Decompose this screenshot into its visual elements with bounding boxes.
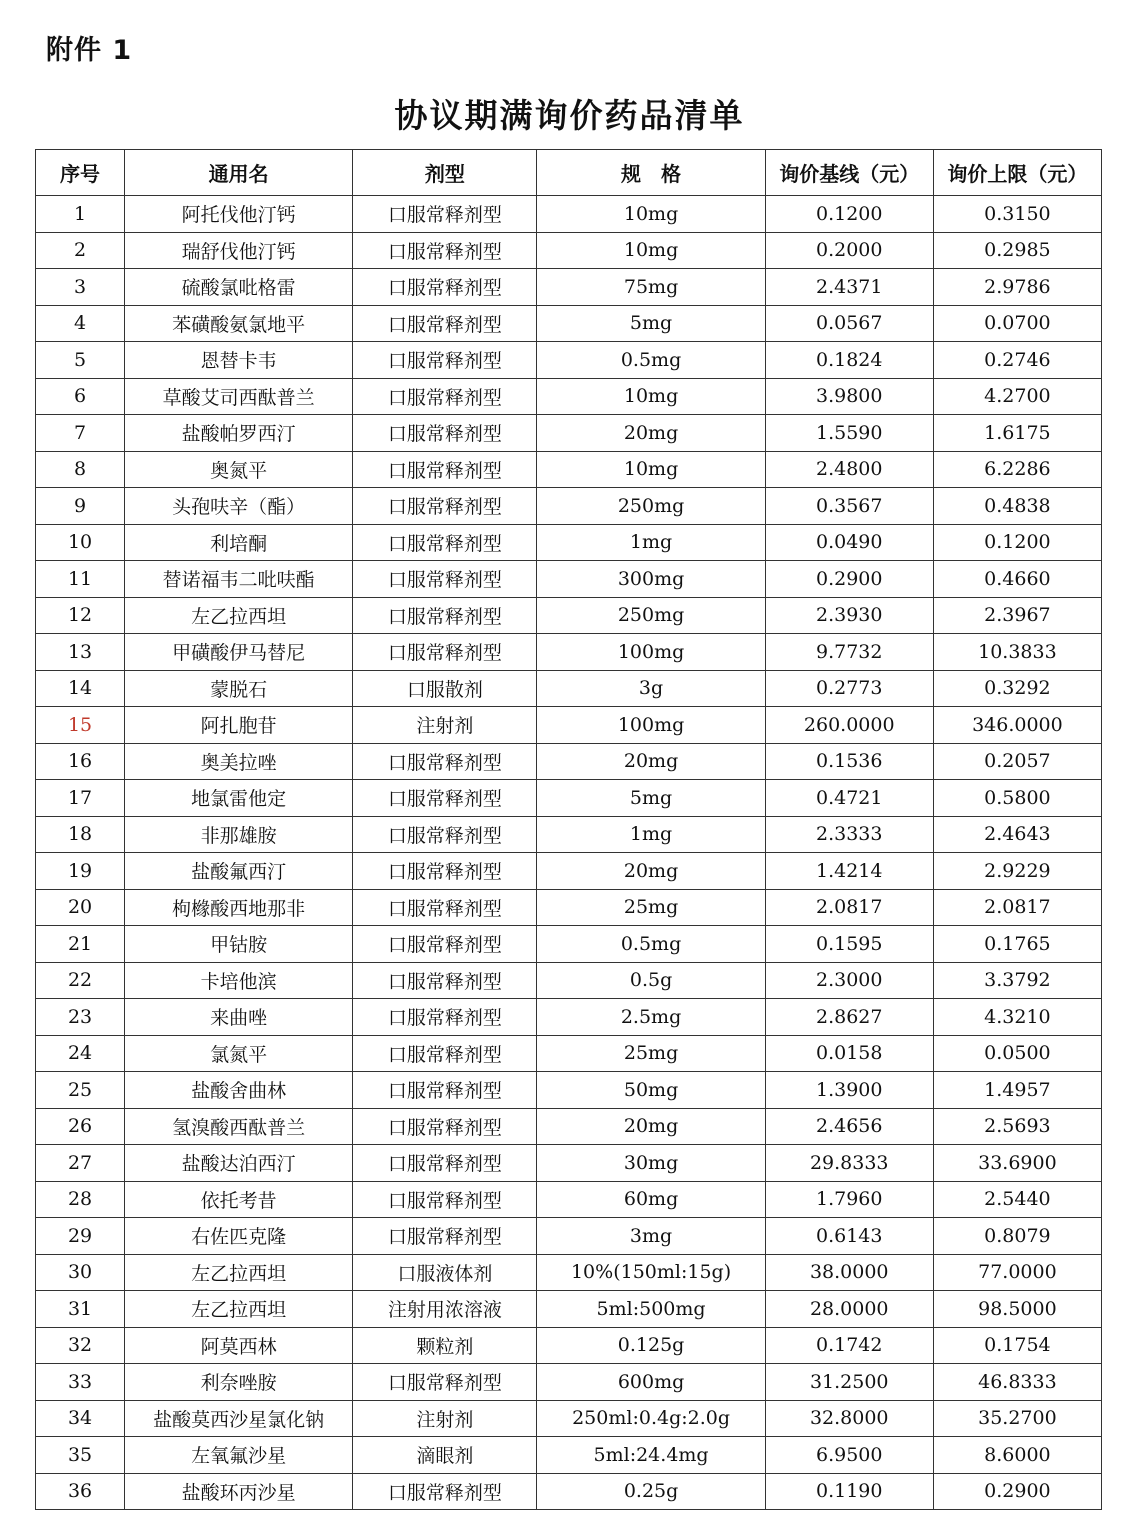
- cell-no: 4: [36, 305, 125, 342]
- cell-form: 注射用浓溶液: [353, 1291, 537, 1328]
- cell-spec: 10mg: [537, 451, 765, 488]
- cell-base-price: 31.2500: [765, 1364, 933, 1401]
- cell-spec: 25mg: [537, 889, 765, 926]
- table-row: [36, 962, 1102, 999]
- cell-limit-price: 0.2900: [933, 1473, 1101, 1510]
- cell-name: 盐酸氟西汀: [125, 853, 353, 890]
- cell-form: 口服常释剂型: [353, 415, 537, 452]
- cell-form: 口服散剂: [353, 670, 537, 707]
- cell-name: 奥氮平: [125, 451, 353, 488]
- cell-form: 口服常释剂型: [353, 853, 537, 890]
- cell-no: 13: [36, 634, 125, 671]
- cell-form: 颗粒剂: [353, 1327, 537, 1364]
- cell-no: 29: [36, 1218, 125, 1255]
- cell-form: 口服常释剂型: [353, 1218, 537, 1255]
- cell-no: 24: [36, 1035, 125, 1072]
- cell-form: 口服常释剂型: [353, 1181, 537, 1218]
- cell-spec: 250ml:0.4g:2.0g: [537, 1400, 765, 1437]
- cell-form: 口服常释剂型: [353, 524, 537, 561]
- cell-limit-price: 98.5000: [933, 1291, 1101, 1328]
- cell-limit-price: 2.4643: [933, 816, 1101, 853]
- cell-limit-price: 0.4838: [933, 488, 1101, 525]
- cell-name: 恩替卡韦: [125, 342, 353, 379]
- cell-name: 氢溴酸西酞普兰: [125, 1108, 353, 1145]
- cell-name: 阿托伐他汀钙: [125, 196, 353, 233]
- cell-spec: 250mg: [537, 488, 765, 525]
- cell-form: 口服常释剂型: [353, 451, 537, 488]
- cell-name: 右佐匹克隆: [125, 1218, 353, 1255]
- cell-spec: 10mg: [537, 232, 765, 269]
- cell-no: 36: [36, 1473, 125, 1510]
- cell-limit-price: 0.2057: [933, 743, 1101, 780]
- cell-limit-price: 0.2746: [933, 342, 1101, 379]
- header-spec: 规 格: [537, 150, 765, 196]
- cell-limit-price: 2.9786: [933, 269, 1101, 306]
- cell-name: 盐酸达泊西汀: [125, 1145, 353, 1182]
- cell-name: 草酸艾司西酞普兰: [125, 378, 353, 415]
- cell-name: 奥美拉唑: [125, 743, 353, 780]
- cell-name: 来曲唑: [125, 999, 353, 1036]
- cell-limit-price: 0.0700: [933, 305, 1101, 342]
- cell-limit-price: 0.1200: [933, 524, 1101, 561]
- cell-base-price: 0.1742: [765, 1327, 933, 1364]
- table-row: [36, 707, 1102, 744]
- header-limit-price: 询价上限（元）: [933, 150, 1101, 196]
- cell-no: 22: [36, 962, 125, 999]
- cell-limit-price: 0.0500: [933, 1035, 1101, 1072]
- cell-no: 8: [36, 451, 125, 488]
- cell-name: 盐酸舍曲林: [125, 1072, 353, 1109]
- cell-form: 口服常释剂型: [353, 269, 537, 306]
- cell-name: 左乙拉西坦: [125, 597, 353, 634]
- cell-limit-price: 1.6175: [933, 415, 1101, 452]
- cell-limit-price: 10.3833: [933, 634, 1101, 671]
- cell-name: 甲磺酸伊马替尼: [125, 634, 353, 671]
- table-row: [36, 1364, 1102, 1401]
- table-row: [36, 1400, 1102, 1437]
- table-row: [36, 999, 1102, 1036]
- cell-limit-price: 2.0817: [933, 889, 1101, 926]
- cell-name: 蒙脱石: [125, 670, 353, 707]
- table-row: [36, 342, 1102, 379]
- cell-name: 头孢呋辛（酯）: [125, 488, 353, 525]
- cell-spec: 25mg: [537, 1035, 765, 1072]
- cell-base-price: 0.1824: [765, 342, 933, 379]
- cell-name: 左乙拉西坦: [125, 1254, 353, 1291]
- table-row: [36, 1291, 1102, 1328]
- cell-spec: 20mg: [537, 1108, 765, 1145]
- cell-form: 口服常释剂型: [353, 1072, 537, 1109]
- cell-form: 口服常释剂型: [353, 999, 537, 1036]
- cell-base-price: 32.8000: [765, 1400, 933, 1437]
- cell-no: 23: [36, 999, 125, 1036]
- cell-form: 口服常释剂型: [353, 1364, 537, 1401]
- cell-spec: 600mg: [537, 1364, 765, 1401]
- cell-limit-price: 0.1765: [933, 926, 1101, 963]
- cell-spec: 30mg: [537, 1145, 765, 1182]
- cell-base-price: 2.0817: [765, 889, 933, 926]
- cell-spec: 1mg: [537, 524, 765, 561]
- cell-form: 口服液体剂: [353, 1254, 537, 1291]
- cell-base-price: 0.4721: [765, 780, 933, 817]
- cell-form: 口服常释剂型: [353, 196, 537, 233]
- table-row: [36, 1473, 1102, 1510]
- cell-base-price: 0.1200: [765, 196, 933, 233]
- cell-spec: 3mg: [537, 1218, 765, 1255]
- table-row: [36, 597, 1102, 634]
- cell-form: 口服常释剂型: [353, 342, 537, 379]
- cell-no: 21: [36, 926, 125, 963]
- cell-spec: 0.125g: [537, 1327, 765, 1364]
- cell-base-price: 2.4800: [765, 451, 933, 488]
- cell-base-price: 0.3567: [765, 488, 933, 525]
- cell-base-price: 0.2900: [765, 561, 933, 598]
- cell-limit-price: 4.2700: [933, 378, 1101, 415]
- cell-name: 左乙拉西坦: [125, 1291, 353, 1328]
- attachment-label: 附件 1: [46, 35, 133, 66]
- cell-form: 口服常释剂型: [353, 926, 537, 963]
- cell-base-price: 0.0158: [765, 1035, 933, 1072]
- cell-form: 口服常释剂型: [353, 378, 537, 415]
- table-row: [36, 1035, 1102, 1072]
- cell-spec: 20mg: [537, 743, 765, 780]
- cell-base-price: 3.9800: [765, 378, 933, 415]
- table-row: [36, 634, 1102, 671]
- cell-name: 替诺福韦二吡呋酯: [125, 561, 353, 598]
- cell-form: 滴眼剂: [353, 1437, 537, 1474]
- cell-form: 口服常释剂型: [353, 962, 537, 999]
- cell-spec: 5ml:24.4mg: [537, 1437, 765, 1474]
- table-row: [36, 1145, 1102, 1182]
- cell-spec: 5mg: [537, 305, 765, 342]
- cell-no: 18: [36, 816, 125, 853]
- cell-name: 瑞舒伐他汀钙: [125, 232, 353, 269]
- cell-no: 9: [36, 488, 125, 525]
- cell-no: 3: [36, 269, 125, 306]
- cell-no: 1: [36, 196, 125, 233]
- cell-base-price: 2.4656: [765, 1108, 933, 1145]
- cell-form: 口服常释剂型: [353, 561, 537, 598]
- cell-limit-price: 33.6900: [933, 1145, 1101, 1182]
- cell-limit-price: 0.2985: [933, 232, 1101, 269]
- cell-name: 氯氮平: [125, 1035, 353, 1072]
- table-row: [36, 561, 1102, 598]
- cell-base-price: 0.0490: [765, 524, 933, 561]
- cell-base-price: 2.8627: [765, 999, 933, 1036]
- cell-limit-price: 2.9229: [933, 853, 1101, 890]
- cell-limit-price: 46.8333: [933, 1364, 1101, 1401]
- table-row: [36, 1218, 1102, 1255]
- cell-spec: 50mg: [537, 1072, 765, 1109]
- cell-form: 口服常释剂型: [353, 1035, 537, 1072]
- cell-spec: 300mg: [537, 561, 765, 598]
- cell-no: 7: [36, 415, 125, 452]
- cell-name: 盐酸环丙沙星: [125, 1473, 353, 1510]
- table-row: [36, 816, 1102, 853]
- cell-base-price: 260.0000: [765, 707, 933, 744]
- cell-no: 6: [36, 378, 125, 415]
- cell-name: 地氯雷他定: [125, 780, 353, 817]
- cell-spec: 100mg: [537, 707, 765, 744]
- cell-base-price: 2.4371: [765, 269, 933, 306]
- cell-base-price: 38.0000: [765, 1254, 933, 1291]
- cell-no: 19: [36, 853, 125, 890]
- cell-limit-price: 8.6000: [933, 1437, 1101, 1474]
- cell-no: 26: [36, 1108, 125, 1145]
- table-row: [36, 1437, 1102, 1474]
- table-row: [36, 451, 1102, 488]
- cell-name: 硫酸氯吡格雷: [125, 269, 353, 306]
- cell-no: 11: [36, 561, 125, 598]
- table-row: [36, 232, 1102, 269]
- table-row: [36, 926, 1102, 963]
- cell-limit-price: 1.4957: [933, 1072, 1101, 1109]
- table-row: [36, 853, 1102, 890]
- table-row: [36, 743, 1102, 780]
- cell-base-price: 1.3900: [765, 1072, 933, 1109]
- cell-spec: 0.5g: [537, 962, 765, 999]
- cell-spec: 5mg: [537, 780, 765, 817]
- cell-name: 甲钴胺: [125, 926, 353, 963]
- cell-limit-price: 2.3967: [933, 597, 1101, 634]
- cell-limit-price: 77.0000: [933, 1254, 1101, 1291]
- cell-base-price: 9.7732: [765, 634, 933, 671]
- cell-form: 口服常释剂型: [353, 1145, 537, 1182]
- cell-limit-price: 0.1754: [933, 1327, 1101, 1364]
- table-row: [36, 670, 1102, 707]
- cell-name: 利培酮: [125, 524, 353, 561]
- cell-name: 枸橼酸西地那非: [125, 889, 353, 926]
- cell-name: 盐酸帕罗西汀: [125, 415, 353, 452]
- cell-base-price: 2.3930: [765, 597, 933, 634]
- header-base-price: 询价基线（元）: [765, 150, 933, 196]
- cell-no: 2: [36, 232, 125, 269]
- cell-spec: 1mg: [537, 816, 765, 853]
- header-name: 通用名: [125, 150, 353, 196]
- cell-no: 30: [36, 1254, 125, 1291]
- cell-base-price: 1.4214: [765, 853, 933, 890]
- cell-spec: 60mg: [537, 1181, 765, 1218]
- table-row: [36, 305, 1102, 342]
- cell-spec: 100mg: [537, 634, 765, 671]
- cell-spec: 10mg: [537, 196, 765, 233]
- table-row: [36, 378, 1102, 415]
- cell-name: 苯磺酸氨氯地平: [125, 305, 353, 342]
- cell-no: 32: [36, 1327, 125, 1364]
- cell-base-price: 0.1190: [765, 1473, 933, 1510]
- table-row: [36, 415, 1102, 452]
- table-header-row: [36, 150, 1102, 196]
- page-title: 协议期满询价药品清单: [394, 96, 745, 135]
- cell-base-price: 28.0000: [765, 1291, 933, 1328]
- table-row: [36, 1181, 1102, 1218]
- cell-no: 27: [36, 1145, 125, 1182]
- cell-base-price: 0.2000: [765, 232, 933, 269]
- cell-form: 口服常释剂型: [353, 232, 537, 269]
- cell-spec: 10mg: [537, 378, 765, 415]
- cell-spec: 250mg: [537, 597, 765, 634]
- table-row: [36, 196, 1102, 233]
- cell-form: 口服常释剂型: [353, 889, 537, 926]
- cell-name: 卡培他滨: [125, 962, 353, 999]
- cell-base-price: 0.1536: [765, 743, 933, 780]
- cell-limit-price: 0.3292: [933, 670, 1101, 707]
- cell-no: 25: [36, 1072, 125, 1109]
- cell-spec: 20mg: [537, 415, 765, 452]
- header-form: 剂型: [353, 150, 537, 196]
- cell-limit-price: 3.3792: [933, 962, 1101, 999]
- cell-name: 左氧氟沙星: [125, 1437, 353, 1474]
- cell-form: 口服常释剂型: [353, 780, 537, 817]
- cell-no: 5: [36, 342, 125, 379]
- cell-base-price: 1.7960: [765, 1181, 933, 1218]
- cell-name: 阿扎胞苷: [125, 707, 353, 744]
- cell-spec: 2.5mg: [537, 999, 765, 1036]
- table-row: [36, 780, 1102, 817]
- cell-spec: 75mg: [537, 269, 765, 306]
- cell-no: 15: [36, 707, 125, 744]
- cell-limit-price: 346.0000: [933, 707, 1101, 744]
- cell-limit-price: 2.5440: [933, 1181, 1101, 1218]
- cell-name: 依托考昔: [125, 1181, 353, 1218]
- cell-base-price: 0.0567: [765, 305, 933, 342]
- cell-no: 14: [36, 670, 125, 707]
- cell-spec: 5ml:500mg: [537, 1291, 765, 1328]
- cell-base-price: 0.1595: [765, 926, 933, 963]
- cell-no: 28: [36, 1181, 125, 1218]
- cell-limit-price: 0.5800: [933, 780, 1101, 817]
- cell-no: 35: [36, 1437, 125, 1474]
- table-row: [36, 1254, 1102, 1291]
- cell-base-price: 2.3000: [765, 962, 933, 999]
- table-row: [36, 269, 1102, 306]
- cell-limit-price: 6.2286: [933, 451, 1101, 488]
- cell-no: 33: [36, 1364, 125, 1401]
- cell-limit-price: 4.3210: [933, 999, 1101, 1036]
- cell-form: 口服常释剂型: [353, 816, 537, 853]
- cell-limit-price: 0.8079: [933, 1218, 1101, 1255]
- cell-name: 利奈唑胺: [125, 1364, 353, 1401]
- table-row: [36, 1327, 1102, 1364]
- cell-no: 20: [36, 889, 125, 926]
- cell-limit-price: 0.3150: [933, 196, 1101, 233]
- cell-form: 口服常释剂型: [353, 597, 537, 634]
- table-row: [36, 488, 1102, 525]
- cell-no: 12: [36, 597, 125, 634]
- cell-base-price: 1.5590: [765, 415, 933, 452]
- cell-limit-price: 0.4660: [933, 561, 1101, 598]
- cell-form: 口服常释剂型: [353, 743, 537, 780]
- cell-form: 注射剂: [353, 1400, 537, 1437]
- cell-spec: 10%(150ml:15g): [537, 1254, 765, 1291]
- cell-form: 口服常释剂型: [353, 488, 537, 525]
- cell-spec: 0.25g: [537, 1473, 765, 1510]
- cell-spec: 20mg: [537, 853, 765, 890]
- cell-form: 注射剂: [353, 707, 537, 744]
- cell-form: 口服常释剂型: [353, 305, 537, 342]
- table-row: [36, 1108, 1102, 1145]
- cell-no: 17: [36, 780, 125, 817]
- cell-limit-price: 35.2700: [933, 1400, 1101, 1437]
- cell-form: 口服常释剂型: [353, 634, 537, 671]
- cell-form: 口服常释剂型: [353, 1473, 537, 1510]
- cell-base-price: 2.3333: [765, 816, 933, 853]
- cell-spec: 3g: [537, 670, 765, 707]
- cell-name: 阿莫西林: [125, 1327, 353, 1364]
- cell-base-price: 6.9500: [765, 1437, 933, 1474]
- cell-form: 口服常释剂型: [353, 1108, 537, 1145]
- cell-base-price: 0.6143: [765, 1218, 933, 1255]
- cell-no: 31: [36, 1291, 125, 1328]
- cell-name: 非那雄胺: [125, 816, 353, 853]
- table-row: [36, 889, 1102, 926]
- table-row: [36, 1072, 1102, 1109]
- table-row: [36, 524, 1102, 561]
- cell-base-price: 0.2773: [765, 670, 933, 707]
- cell-limit-price: 2.5693: [933, 1108, 1101, 1145]
- cell-no: 34: [36, 1400, 125, 1437]
- header-no: 序号: [36, 150, 125, 196]
- drug-price-table: [35, 149, 1102, 1510]
- cell-name: 盐酸莫西沙星氯化钠: [125, 1400, 353, 1437]
- cell-no: 16: [36, 743, 125, 780]
- cell-spec: 0.5mg: [537, 342, 765, 379]
- cell-spec: 0.5mg: [537, 926, 765, 963]
- cell-base-price: 29.8333: [765, 1145, 933, 1182]
- cell-no: 10: [36, 524, 125, 561]
